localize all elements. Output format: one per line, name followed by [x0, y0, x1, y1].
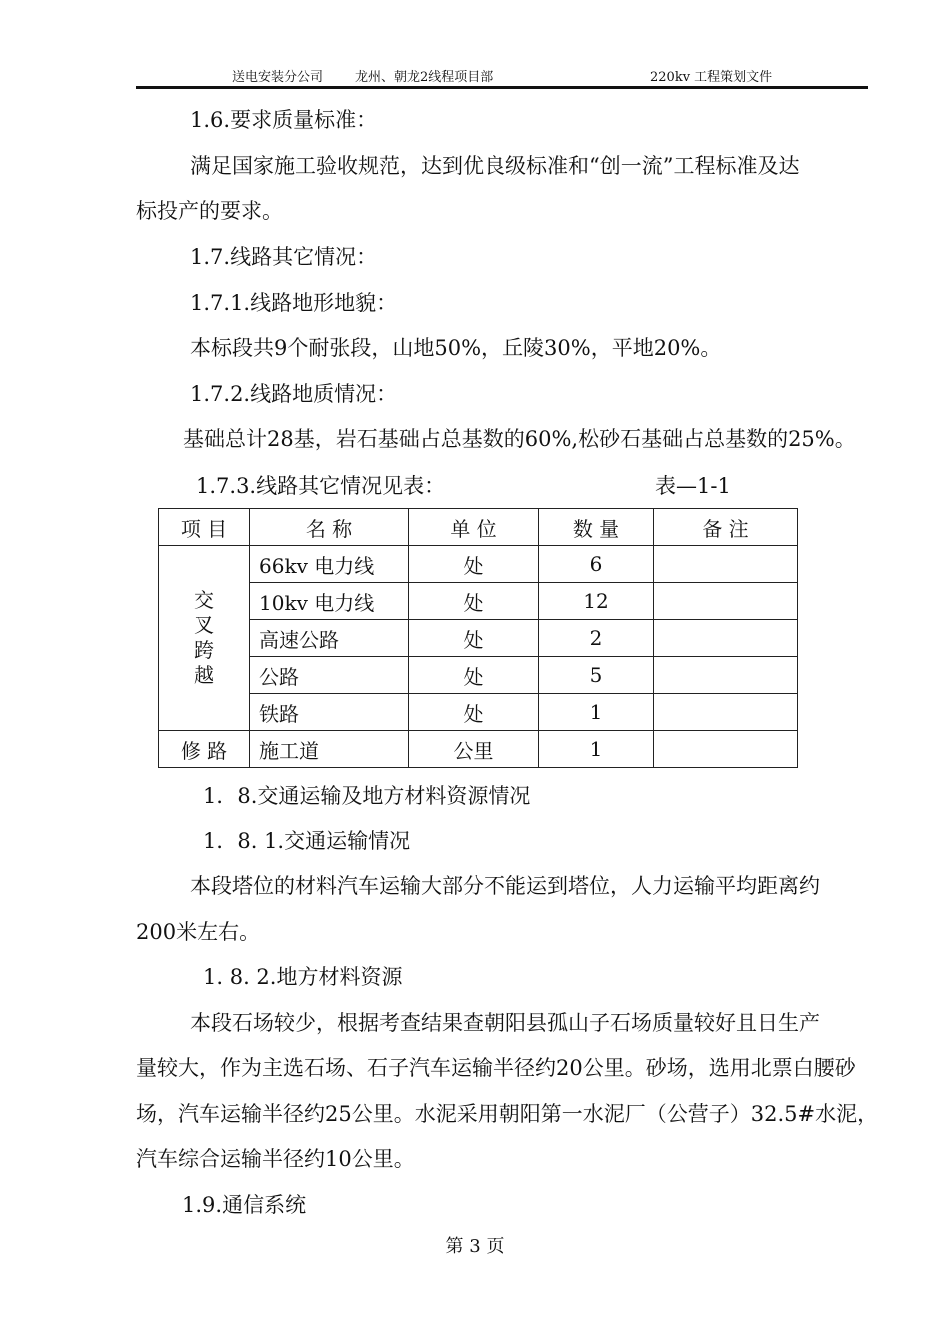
table-row [159, 546, 798, 583]
table-cell-name: 施工道 [250, 731, 409, 768]
page-header [0, 66, 950, 85]
paragraph: 本标段共9个耐张段，山地50%，丘陵30%，平地20%。 [190, 336, 722, 360]
paragraph: 满足国家施工验收规范，达到优良级标准和“创一流”工程标准及达 [190, 154, 800, 178]
table-cell-unit: 处 [409, 620, 539, 657]
section-1-8-heading: 1．8.交通运输及地方材料资源情况 [203, 784, 531, 808]
table-cell-qty: 12 [539, 583, 654, 620]
header-company: 送电安装分公司 [232, 70, 324, 85]
header-project: 龙州、朝龙2线程项目部 [355, 70, 494, 85]
header-rule [136, 86, 868, 89]
table-cell-qty: 1 [539, 694, 654, 731]
section-1-8-1-heading: 1．8. 1.交通运输情况 [203, 829, 411, 853]
table-cell-note [654, 731, 798, 768]
paragraph: 场，汽车运输半径约25公里。水泥采用朝阳第一水泥厂（公营子）32.5#水泥， [136, 1102, 879, 1126]
table-cell-note [654, 694, 798, 731]
section-1-7-2-heading: 1.7.2.线路地质情况： [190, 382, 398, 406]
section-1-7-1-heading: 1.7.1.线路地形地貌： [190, 291, 398, 315]
paragraph: 200米左右。 [136, 920, 261, 944]
paragraph: 汽车综合运输半径约10公里。 [136, 1147, 415, 1171]
table-cell-name: 66kv 电力线 [250, 546, 409, 583]
table-row [159, 731, 798, 768]
table-row [159, 620, 798, 657]
paragraph: 基础总计28基，岩石基础占总基数的60%,松砂石基础占总基数的25%。 [183, 427, 856, 451]
table-cell-qty: 2 [539, 620, 654, 657]
table-cell-qty: 6 [539, 546, 654, 583]
table-header-row [159, 509, 798, 546]
table-header-cell: 项 目 [159, 509, 250, 546]
table-header-cell: 数 量 [539, 509, 654, 546]
paragraph: 量较大，作为主选石场、石子汽车运输半径约20公里。砂场，选用北票白腰砂 [136, 1056, 856, 1080]
table-header-cell: 名 称 [250, 509, 409, 546]
table-cell-unit: 处 [409, 546, 539, 583]
table-cell-qty: 5 [539, 657, 654, 694]
table-row [159, 583, 798, 620]
table-cell-name: 高速公路 [250, 620, 409, 657]
table-header-cell: 备 注 [654, 509, 798, 546]
table-cell-note [654, 620, 798, 657]
table-cell-name: 铁路 [250, 694, 409, 731]
table-row [159, 657, 798, 694]
section-1-6-heading: 1.6.要求质量标准： [190, 108, 378, 132]
table-number: 表—1-1 [655, 474, 731, 498]
table-cell-unit: 处 [409, 694, 539, 731]
table-cell-note [654, 546, 798, 583]
header-doc-title: 220kv 工程策划文件 [650, 70, 773, 85]
group-label-road: 修 路 [159, 731, 250, 768]
section-1-8-2-heading: 1. 8. 2.地方材料资源 [203, 965, 403, 989]
table-cell-name: 公路 [250, 657, 409, 694]
group-label-crossing: 交 叉 跨 越 [159, 546, 250, 731]
section-1-9-heading: 1.9.通信系统 [182, 1193, 307, 1217]
paragraph: 本段石场较少，根据考查结果查朝阳县孤山子石场质量较好且日生产 [190, 1011, 820, 1035]
table-cell-unit: 处 [409, 583, 539, 620]
section-1-7-3-heading: 1.7.3.线路其它情况见表： [196, 474, 446, 498]
table-cell-qty: 1 [539, 731, 654, 768]
section-1-7-heading: 1.7.线路其它情况： [190, 245, 378, 269]
table-header-cell: 单 位 [409, 509, 539, 546]
table-cell-unit: 公里 [409, 731, 539, 768]
paragraph: 本段塔位的材料汽车运输大部分不能运到塔位，人力运输平均距离约 [190, 874, 820, 898]
table-cell-unit: 处 [409, 657, 539, 694]
paragraph: 标投产的要求。 [136, 199, 283, 223]
page-number: 第 3 页 [445, 1236, 505, 1257]
table-row [159, 694, 798, 731]
table-cell-name: 10kv 电力线 [250, 583, 409, 620]
data-table [158, 508, 798, 768]
table-cell-note [654, 657, 798, 694]
table-cell-note [654, 583, 798, 620]
